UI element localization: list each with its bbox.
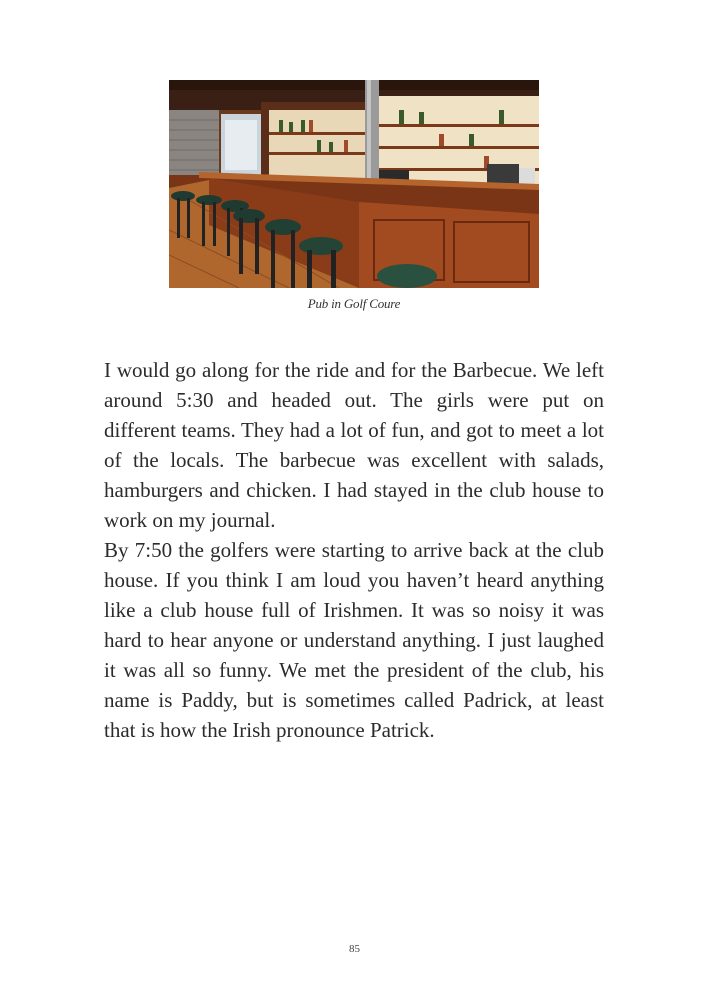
figure-caption: Pub in Golf Coure [307, 296, 401, 311]
body-text [104, 355, 604, 745]
paragraph: By 7:50 the golfers were starting to arrive back at the club house. If you think I am loud you haven’t heard anything like a club house full of Irishmen. It was so noisy it was hard to hear anyone or understand anything. I just laughed it was all so funny. We met the president of the club, his name is Paddy, but is sometimes called Padrick, at least that is how the Irish pronounce Patrick. [104, 538, 604, 742]
pub-photo [169, 80, 539, 288]
paragraph: I would go along for the ride and for the Barbecue. We left around 5:30 and headed out. The girls were put on different teams. They had a lot of fun, and got to meet a lot of the locals. The barbecue was excellent with salads, hamburgers and chicken. I had stayed in the club house to work on my journal. [104, 358, 604, 532]
page-number: 85 [349, 943, 360, 955]
